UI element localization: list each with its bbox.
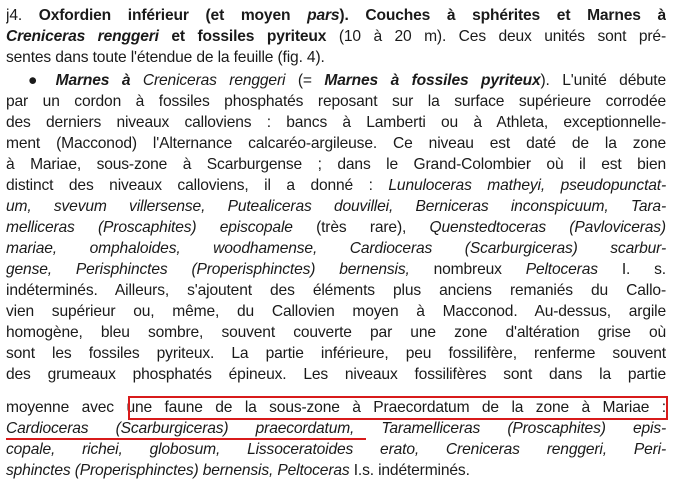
para-line-18: copale, richei, globosum, Lissoceratoides erato, Creniceras renggeri, Peri- (6, 441, 666, 458)
bullet-icon: ● (28, 72, 46, 89)
heading-line-2 (6, 27, 666, 47)
heading-pars: pars (307, 7, 340, 24)
para-intro-synonym: Marnes à fossiles pyriteux (324, 72, 541, 89)
para-line-1 (6, 71, 666, 91)
heading-fossils: et fossiles pyriteux (158, 28, 327, 45)
para-line-9: mariae, omphaloides, woodhamense, Cardioceras (Scarburgiceras) scarbur- (6, 240, 666, 257)
para-line-12: vien supérieur ou, même, du Callovien moyen à Macconod. Au-dessus, argile (6, 303, 666, 320)
heading-line-3: sentes dans toute l'étendue de la feuille (fig. 4). (6, 49, 325, 66)
para-line-19 (6, 461, 666, 481)
para-line-10-species: gense, Perisphinctes (Properisphinctes) bernensis, (6, 261, 410, 278)
para-line-16-text: moyenne avec (6, 399, 127, 416)
para-line-14: sont les fossiles pyriteux. La partie inférieure, peu fossilifère, renferme souvent (6, 345, 666, 362)
para-line-13: homogène, bleu sombre, souvent couverte par une zone d'altération grise où (6, 324, 666, 341)
para-intro-paren: (= (285, 72, 325, 89)
para-line-19-species: sphinctes (Properisphinctes) bernensis, Peltoceras (6, 462, 350, 479)
highlighted-fauna-text: une faune de la sous-zone à Praecordatum de la zone à Mariae : (126, 399, 666, 416)
heading-title-cont: ). Couches à sphérites et Marnes à (339, 7, 666, 24)
para-line-19-text: I.s. indéterminés. (349, 462, 470, 479)
para-line-6-text: distinct des niveaux calloviens, il a donné : (6, 177, 389, 194)
para-line-10-genus: Peltoceras (525, 261, 598, 278)
para-line-8-note: (très rare), (292, 219, 430, 236)
para-line-15: des grumeaux phosphatés épineux. Les niveaux fossilifères sont dans la partie (6, 366, 666, 383)
para-line-8-species2: Quenstedtoceras (Pavloviceras) (429, 219, 666, 236)
heading-title: Oxfordien inférieur (et moyen (38, 7, 308, 24)
highlighted-species: Cardioceras (Scarburgiceras) praecordatum, (6, 420, 355, 437)
para-line-17 (6, 419, 666, 439)
para-intro-title: Marnes à (55, 72, 131, 89)
para-line-17-species: Taramelliceras (Proscaphites) epis- (354, 420, 666, 437)
heading-line-1 (6, 6, 666, 26)
heading-code: j4. (6, 7, 23, 24)
para-line-6 (6, 176, 666, 196)
para-line-8 (6, 218, 666, 238)
para-line-5: à Mariae, sous-zone à Scarburgense ; dans le Grand-Colombier où il est bien (6, 156, 666, 173)
para-line-11: indéterminés. Ailleurs, s'ajoutent des éléments plus anciens remaniés du Callo- (6, 282, 666, 299)
para-line-7: um, svevum villersense, Putealiceras douvillei, Berniceras inconspicuum, Tara- (6, 198, 666, 215)
para-line-6-species: Lunuloceras matheyi, pseudopunctat- (388, 177, 666, 194)
para-line-4: ment (Macconod) l'Alternance calcaréo-argileuse. Ce niveau est daté de la zone (6, 135, 666, 152)
para-line-3: des derniers niveaux calloviens : bancs à Lamberti ou à Athleta, exceptionnelle- (6, 114, 666, 131)
highlight-box (128, 396, 668, 420)
para-line-8-species: melliceras (Proscaphites) episcopale (6, 219, 293, 236)
para-intro-rest: ). L'unité débute (540, 72, 666, 89)
para-line-10-text: nombreux (409, 261, 526, 278)
heading-species: Creniceras renggeri (6, 28, 159, 45)
para-intro-species: Creniceras renggeri (130, 72, 286, 89)
para-line-2: par un cordon à fossiles phosphatés reposant sur la surface supérieure corrodée (6, 93, 666, 110)
heading-thickness: (10 à 20 m). Ces deux unités sont pré- (326, 28, 666, 45)
highlight-underline (6, 438, 366, 440)
para-line-10 (6, 260, 666, 280)
para-line-10-abbr: I. s. (597, 261, 666, 278)
